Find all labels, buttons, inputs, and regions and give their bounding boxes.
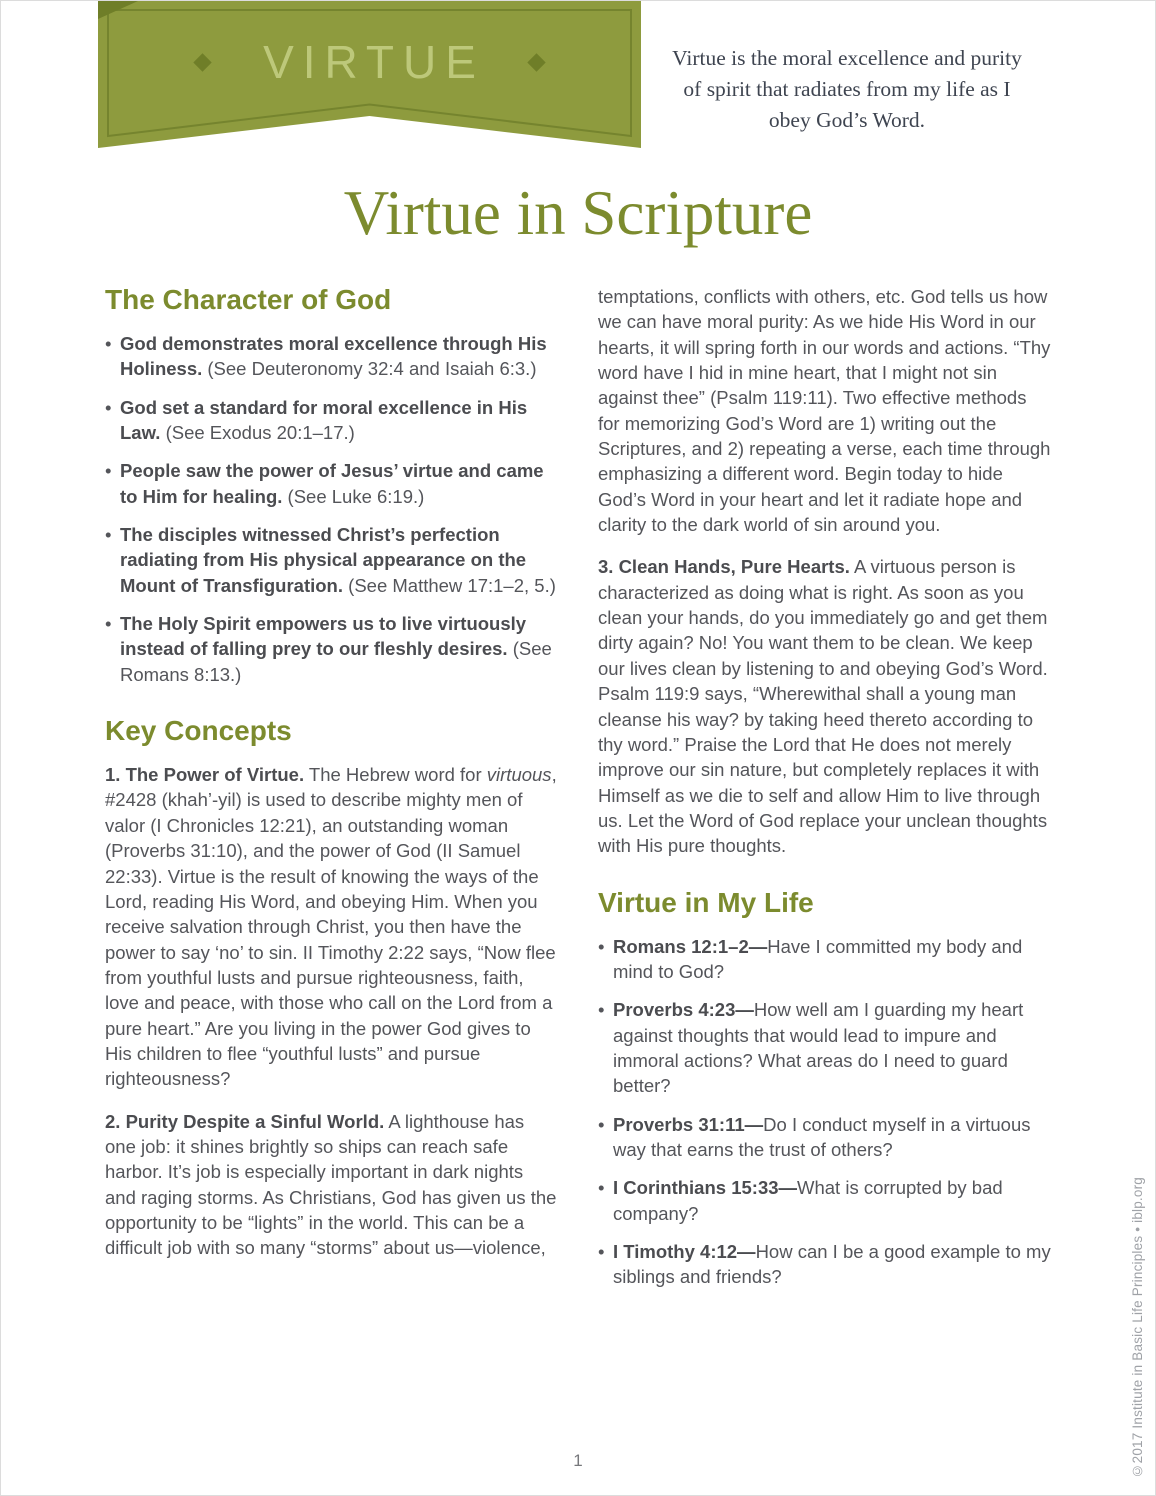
bullet-text xyxy=(613,934,1051,985)
banner-title: VIRTUE xyxy=(263,36,485,88)
bullet-icon: • xyxy=(598,935,605,957)
bullet-lead: The disciples witnessed Christ’s perfection radiating from His physical appearance on the Mount of Transfiguration. xyxy=(120,524,527,596)
bullet-rest: (See Exodus 20:1–17.) xyxy=(160,422,355,444)
virtue-definition: Virtue is the moral excellence and purity of spirit that radiates from my life as I obey God’s Word. xyxy=(672,46,1022,133)
bullet-rest: Do I conduct myself in a virtuous way that earns the trust of others? xyxy=(613,1113,1031,1160)
list-item xyxy=(598,997,1051,1098)
paragraph-text: , #2428 (khah’-yil) is used to describe mighty men of valor (I Chronicles 12:21), an outstanding woman (Proverbs 31:10), and the power of God (II Samuel 22:33). Virtue is the result of knowing the ways of the Lord, reading His Word, and obeying Him. When you receive salvation through Christ, you then have the power to say ‘no’ to sin. II Timothy 2:22 says, “Now flee from youthful lusts and pursue righteousness, faith, love and peace, with those who call on the Lord from a pure heart.” Are you living in the power God gives to His children to flee “youthful lusts” and pursue righteousness? xyxy=(105,764,557,1090)
list-item xyxy=(105,458,558,509)
content-columns xyxy=(1,250,1155,1303)
list-item xyxy=(105,331,558,382)
bullet-text xyxy=(613,997,1051,1098)
bullet-text xyxy=(120,331,558,382)
paragraph-purity-sinful-world xyxy=(105,1109,558,1261)
right-column xyxy=(598,284,1051,1303)
italic-term: virtuous xyxy=(486,764,552,786)
paragraph-text: temptations, conflicts with others, etc. God tells us how we can have moral purity: As we hide His Word in our hearts, it will spring forth in our words and actions. “Thy word have I hid in mine heart, that I might not sin against thee” (Psalm 119:11). Two effective methods for memorizing God’s Word are 1) writing out the Scriptures, and 2) repeating a verse, each time through emphasizing a different word. Begin today to hide God’s Word in your heart and let it radiate hope and clarity to the dark world of sin around you. xyxy=(598,286,1051,536)
bullet-lead: I Timothy 4:12— xyxy=(613,1241,756,1262)
bullet-lead: Proverbs 4:23— xyxy=(613,999,754,1021)
paragraph-lead: 3. Clean Hands, Pure Hearts. xyxy=(598,556,850,578)
section-heading-character-of-god: The Character of God xyxy=(105,284,392,315)
section-heading-virtue-in-my-life: Virtue in My Life xyxy=(598,886,814,918)
bullet-text xyxy=(120,395,558,446)
bullet-lead: People saw the power of Jesus’ virtue and came to Him for healing. xyxy=(120,460,544,507)
list-item xyxy=(598,934,1051,985)
bullet-lead: God demonstrates moral excellence through His Holiness. xyxy=(120,333,547,380)
list-item xyxy=(105,522,558,598)
bullet-lead: I Corinthians 15:33— xyxy=(613,1177,798,1199)
paragraph-lead: 2. Purity Despite a Sinful World. xyxy=(105,1110,385,1132)
bullet-icon: • xyxy=(105,396,112,418)
section-heading-key-concepts: Key Concepts xyxy=(105,715,292,747)
bullet-icon: • xyxy=(598,1177,605,1199)
bullet-lead: Proverbs 31:11— xyxy=(613,1113,764,1135)
ribbon-content xyxy=(98,35,641,89)
paragraph-power-of-virtue xyxy=(105,762,558,1091)
list-item xyxy=(598,1239,1051,1290)
masthead xyxy=(1,1,1155,151)
paragraph-purity-continued xyxy=(598,284,1051,537)
diamond-icon xyxy=(527,53,545,71)
bullet-rest: How can I be a good example to my siblings and friends? xyxy=(613,1241,1051,1288)
bullet-lead: The Holy Spirit empowers us to live virtuously instead of falling prey to our fleshly desires. xyxy=(120,613,527,660)
paragraph-text: A virtuous person is characterized as doing what is right. As soon as you clean your hands, do you immediately go and get them dirty again? No! You want them to be clean. We keep our lives clean by listening to and obeying God’s Word. Psalm 119:9 says, “Wherewithal shall a young man cleanse his way? by taking heed thereto according to thy word.” Praise the Lord that He does not merely improve our sin nature, but completely replaces it with Himself as we die to self and allow Him to live through us. Let the Word of God replace your unclean thoughts with His pure thoughts. xyxy=(598,556,1048,857)
virtue-banner-ribbon xyxy=(98,1,641,151)
list-item xyxy=(105,611,558,687)
bullet-rest: (See Matthew 17:1–2, 5.) xyxy=(343,574,556,596)
list-item xyxy=(105,395,558,446)
bullet-text xyxy=(613,1239,1051,1290)
bullet-lead: Romans 12:1–2— xyxy=(613,935,768,957)
bullet-text xyxy=(120,522,558,598)
bullet-icon: • xyxy=(598,999,605,1021)
page-number: 1 xyxy=(573,1451,583,1470)
paragraph-lead: 1. The Power of Virtue. xyxy=(105,764,305,786)
bullet-icon: • xyxy=(105,524,112,546)
bullet-rest: (See Romans 8:13.) xyxy=(120,638,552,685)
diamond-icon xyxy=(193,53,211,71)
bullet-icon: • xyxy=(105,333,112,354)
bullet-rest: (See Luke 6:19.) xyxy=(282,485,425,507)
paragraph-text: A lighthouse has one job: it shines brightly so ships can reach safe harbor. It’s job is especially important in dark nights and raging storms. As Christians, God has given us the opportunity to be “lights” in the world. This can be a difficult job with so many “storms” about us—violence, xyxy=(105,1110,557,1259)
bullet-icon: • xyxy=(105,613,112,635)
bullet-rest: How well am I guarding my heart against thoughts that would lead to impure and immoral actions? What areas do I need to guard better? xyxy=(613,999,1024,1097)
bullet-lead: God set a standard for moral excellence in His Law. xyxy=(120,396,528,444)
paragraph-text: The Hebrew word for xyxy=(304,764,487,786)
bullet-rest: Have I committed my body and mind to God? xyxy=(613,935,1023,982)
bullet-text xyxy=(120,458,558,509)
bullet-rest: (See Deuteronomy 32:4 and Isaiah 6:3.) xyxy=(202,358,537,380)
bullet-icon: • xyxy=(598,1241,605,1262)
bullet-rest: What is corrupted by bad company? xyxy=(613,1177,1003,1224)
paragraph-clean-hands xyxy=(598,554,1051,858)
copyright-sidebar: ©2017 Institute in Basic Life Principles • iblp.org xyxy=(1130,1177,1145,1479)
list-item xyxy=(598,1175,1051,1226)
left-column xyxy=(105,284,558,1303)
bullet-icon: • xyxy=(105,460,112,482)
list-item xyxy=(598,1112,1051,1163)
page-title: Virtue in Scripture xyxy=(343,178,813,248)
bullet-text xyxy=(120,611,558,687)
bullet-text xyxy=(613,1175,1051,1226)
bullet-text xyxy=(613,1112,1051,1163)
bullet-icon: • xyxy=(598,1113,605,1135)
